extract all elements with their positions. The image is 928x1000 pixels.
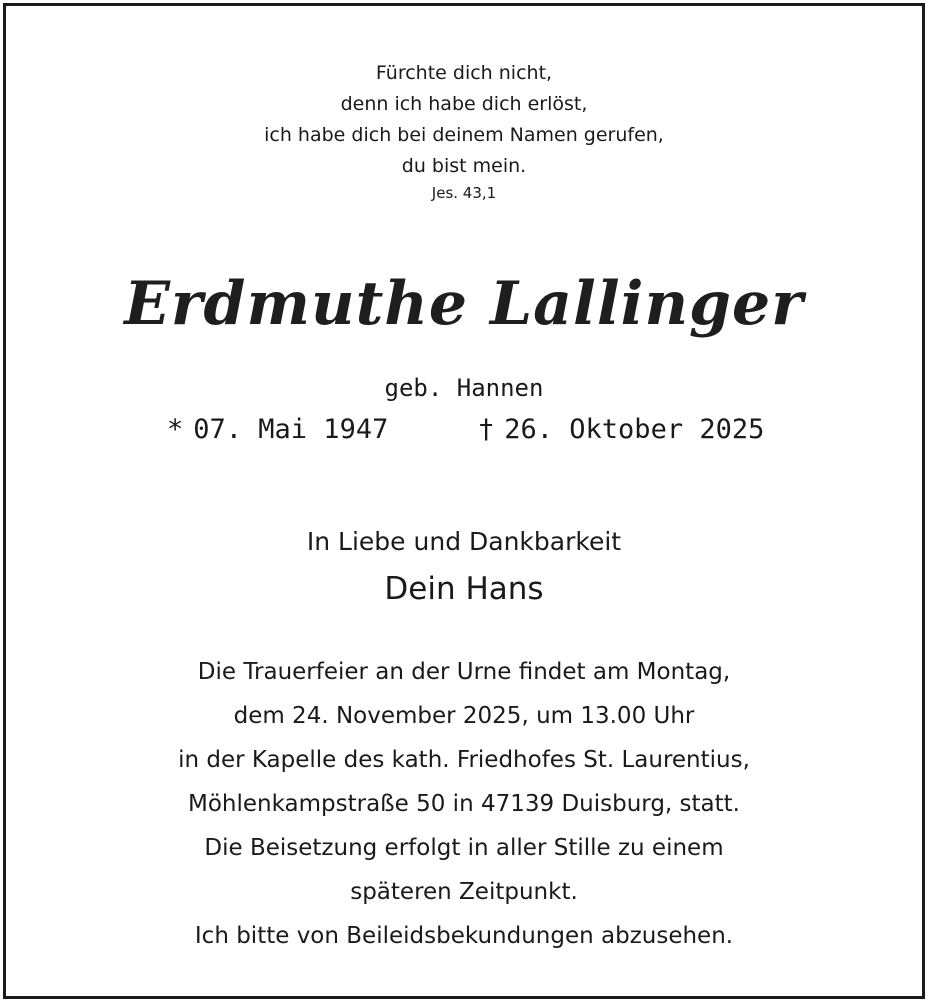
death-date: 26. Oktober 2025 [504, 414, 765, 445]
verse-line: ich habe dich bei deinem Namen gerufen, [264, 124, 664, 146]
notice-line: späteren Zeitpunkt. [350, 879, 578, 905]
birth-date: 07. Mai 1947 [193, 414, 389, 445]
dedication-text: In Liebe und Dankbarkeit [306, 527, 622, 556]
death-date-line [478, 413, 764, 447]
birth-name: geb. Hannen [384, 374, 544, 402]
birth-symbol: * [167, 414, 184, 445]
verse-line: Fürchte dich nicht, [375, 62, 553, 84]
verse-line: du bist mein. [401, 155, 527, 177]
notice-line: dem 24. November 2025, um 13.00 Uhr [233, 703, 695, 729]
birth-date-line [167, 413, 388, 447]
funeral-notice [0, 650, 928, 958]
deceased-name: Erdmuthe Lallinger [124, 269, 804, 339]
bible-verse [0, 58, 928, 182]
verse-source: Jes. 43,1 [431, 184, 497, 202]
notice-line: Möhlenkampstraße 50 in 47139 Duisburg, statt. [187, 791, 740, 817]
notice-line: Die Beisetzung erfolgt in aller Stille zu einem [204, 835, 724, 861]
notice-line: in der Kapelle des kath. Friedhofes St. Laurentius, [178, 747, 750, 773]
notice-line: Die Trauerfeier an der Urne findet am Montag, [197, 659, 731, 685]
signature: Dein Hans [384, 571, 544, 607]
notice-line: Ich bitte von Beileidsbekundungen abzusehen. [194, 923, 734, 949]
verse-line: denn ich habe dich erlöst, [340, 93, 588, 115]
death-symbol: † [478, 414, 495, 445]
